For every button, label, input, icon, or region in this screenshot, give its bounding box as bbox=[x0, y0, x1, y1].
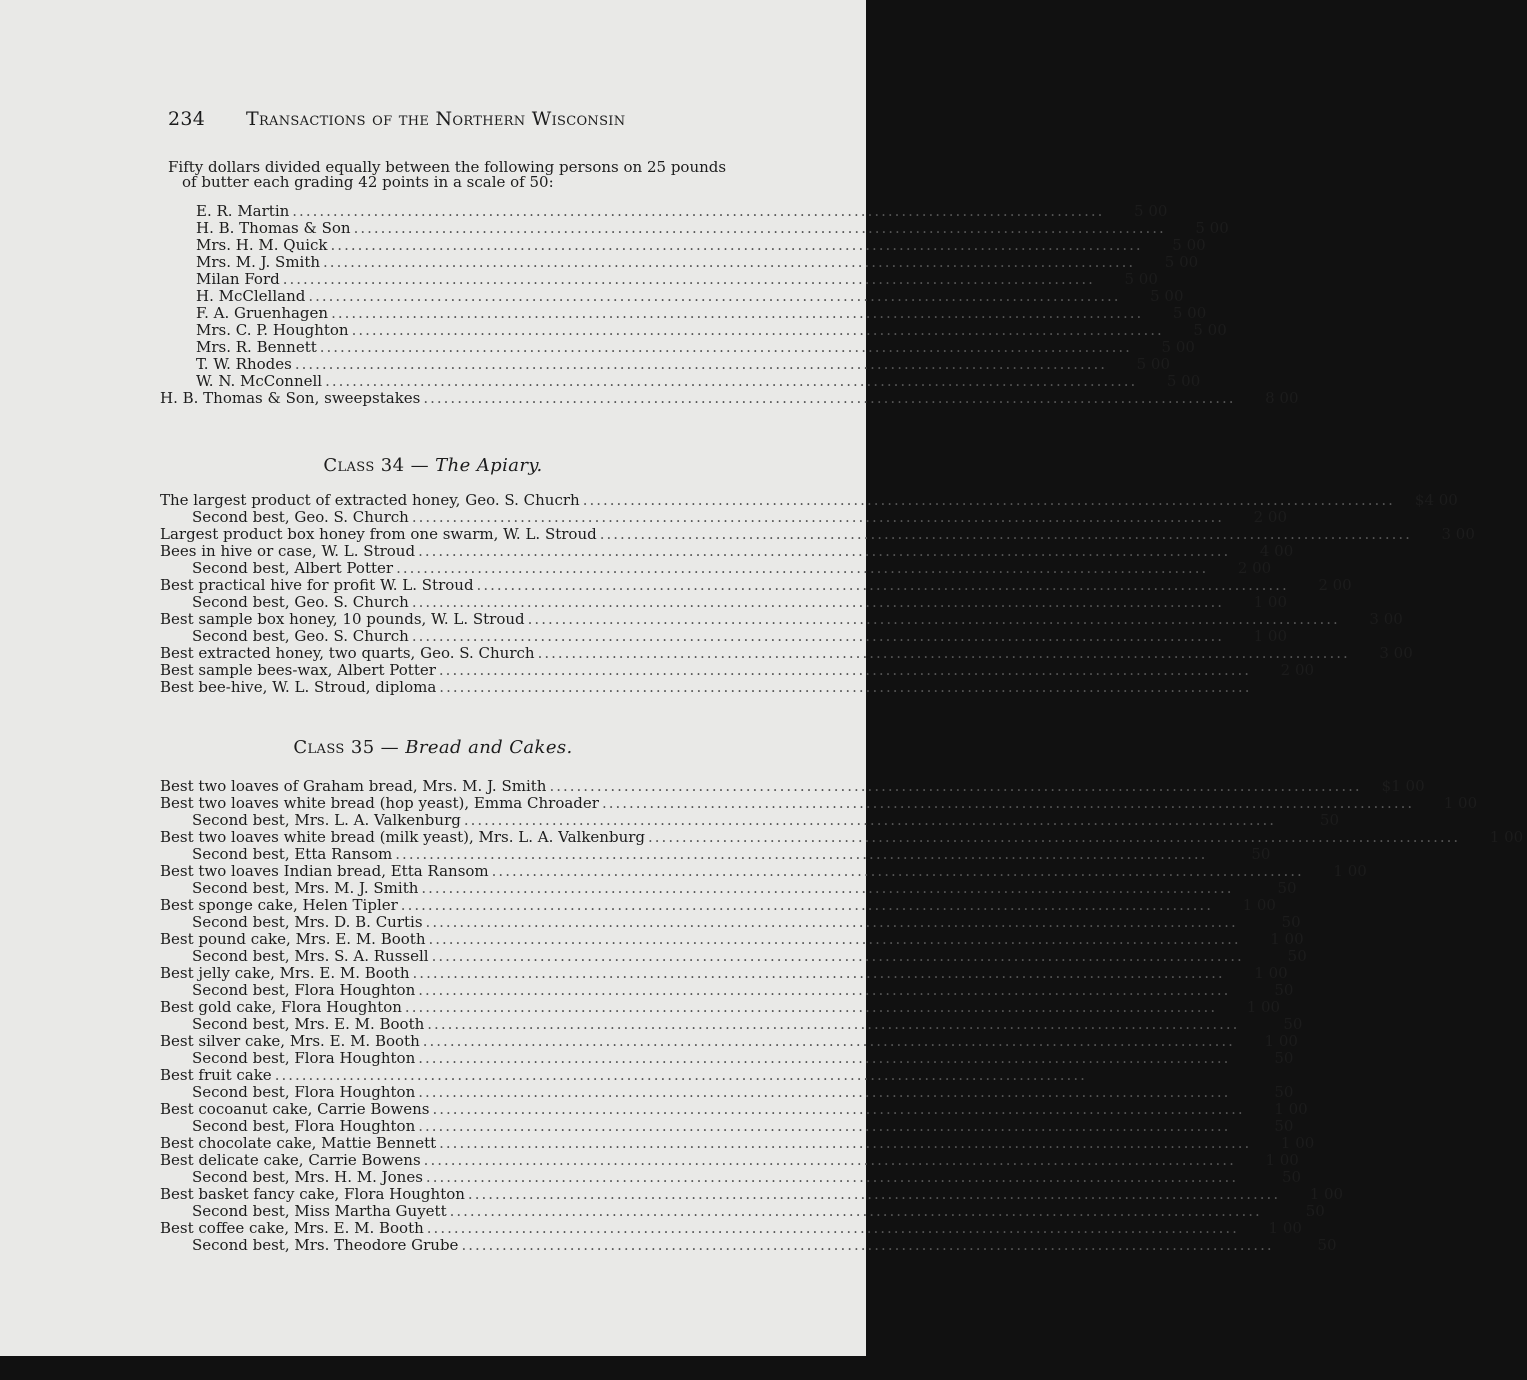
award-entry-text: Second best, Etta Ransom bbox=[192, 845, 393, 863]
award-row bbox=[160, 559, 1272, 577]
leader-dots: ........................................................................................................................ bbox=[353, 219, 1166, 237]
award-entry-text: Best basket fancy cake, Flora Houghton bbox=[160, 1185, 465, 1203]
leader-dots: ........................................................................................................................ bbox=[418, 1083, 1231, 1101]
leader-dots: ........................................................................................................................ bbox=[418, 1117, 1231, 1135]
class-35-dash: — bbox=[374, 737, 406, 758]
award-amount: $1 00 bbox=[1381, 777, 1425, 795]
award-amount: 3 00 bbox=[1369, 610, 1403, 628]
award-amount: 3 00 bbox=[1441, 525, 1475, 543]
award-amount: 50 bbox=[1281, 913, 1301, 931]
leader-dots: ........................................................................................................................ bbox=[411, 627, 1224, 645]
leader-dots: ........................................................................................................................ bbox=[411, 508, 1224, 526]
award-row bbox=[160, 287, 1184, 305]
award-row bbox=[160, 338, 1195, 356]
award-row bbox=[160, 811, 1340, 829]
award-entry-text: Second best, Mrs. L. A. Valkenburg bbox=[192, 811, 461, 829]
award-row bbox=[160, 525, 1475, 543]
award-row bbox=[160, 491, 1458, 509]
leader-dots: ........................................................................................................................ bbox=[404, 998, 1218, 1016]
award-amount: 5 00 bbox=[1193, 321, 1227, 339]
award-row bbox=[160, 1049, 1294, 1067]
intro-line-1: Fifty dollars divided equally between the following persons on 25 pounds bbox=[168, 158, 727, 176]
apiary-awards-list bbox=[160, 491, 1475, 696]
award-row bbox=[160, 576, 1352, 594]
award-entry-text: Second best, Mrs. H. M. Jones bbox=[192, 1168, 423, 1186]
award-amount: 1 00 bbox=[1280, 1134, 1315, 1152]
award-entry-text: Second best, Flora Houghton bbox=[192, 981, 416, 999]
leader-dots: ........................................................................................................................ bbox=[400, 896, 1213, 914]
award-row bbox=[160, 253, 1199, 271]
award-entry-text: H. McClelland bbox=[196, 287, 306, 305]
award-row bbox=[160, 1202, 1325, 1220]
class-34-label: Class 34 bbox=[323, 455, 405, 476]
award-amount: 5 00 bbox=[1136, 355, 1171, 373]
leader-dots: ........................................................................................................................ bbox=[648, 828, 1461, 846]
award-row bbox=[160, 1066, 1087, 1084]
leader-dots: ........................................................................................................................ bbox=[331, 304, 1144, 322]
award-entry-text: Second best, Mrs. Theodore Grube bbox=[192, 1236, 459, 1254]
leader-dots: ........................................................................................................................ bbox=[537, 644, 1350, 662]
award-row bbox=[160, 964, 1288, 982]
award-row bbox=[160, 236, 1206, 254]
award-entry-text: Best bee-hive, W. L. Stroud, diploma bbox=[160, 678, 437, 696]
leader-dots: ........................................................................................................................ bbox=[323, 253, 1136, 271]
running-title: Transactions of the Northern Wisconsin bbox=[246, 108, 626, 130]
leader-dots: ........................................................................................................................ bbox=[432, 1100, 1245, 1118]
leader-dots: ........................................................................................................................ bbox=[423, 1151, 1236, 1169]
leader-dots: ........................................................................................................................ bbox=[330, 236, 1143, 254]
award-entry-text: The largest product of extracted honey, Geo. S. Chucrh bbox=[160, 491, 580, 509]
award-amount: 50 bbox=[1319, 811, 1340, 829]
award-row bbox=[160, 678, 1252, 696]
award-entry-text: Second best, Miss Martha Guyett bbox=[192, 1202, 447, 1220]
award-row bbox=[160, 202, 1168, 220]
award-entry-text: Best gold cake, Flora Houghton bbox=[160, 998, 402, 1016]
leader-dots: ........................................................................................................................ bbox=[476, 576, 1289, 594]
award-amount: 1 00 bbox=[1309, 1185, 1344, 1203]
award-entry-text: Second best, Flora Houghton bbox=[192, 1117, 416, 1135]
award-entry-text: Second best, Flora Houghton bbox=[192, 1049, 416, 1067]
leader-dots: ........................................................................................................................ bbox=[282, 270, 1095, 288]
award-entry-text: Best practical hive for profit W. L. Stroud bbox=[160, 576, 474, 594]
award-row bbox=[160, 321, 1227, 339]
award-row bbox=[160, 1185, 1344, 1203]
award-amount: 1 00 bbox=[1489, 828, 1524, 846]
award-entry-text: Best sample bees-wax, Albert Potter bbox=[160, 661, 436, 679]
leader-dots: ........................................................................................................................ bbox=[423, 389, 1236, 407]
leader-dots: ........................................................................................................................ bbox=[426, 1219, 1239, 1237]
award-entry-text: Largest product box honey from one swarm, W. L. Stroud bbox=[160, 525, 597, 543]
award-entry-text: Best silver cake, Mrs. E. M. Booth bbox=[160, 1032, 420, 1050]
award-amount: $4 00 bbox=[1414, 491, 1458, 509]
award-entry-text: Best cocoanut cake, Carrie Bowens bbox=[160, 1100, 430, 1118]
award-amount: 50 bbox=[1274, 981, 1294, 999]
award-row bbox=[160, 1236, 1337, 1254]
award-row bbox=[160, 828, 1524, 846]
award-amount: 1 00 bbox=[1268, 1219, 1302, 1237]
award-entry-text: Best jelly cake, Mrs. E. M. Booth bbox=[160, 964, 410, 982]
leader-dots: ........................................................................................................................ bbox=[427, 1015, 1240, 1033]
leader-dots: ........................................................................................................................ bbox=[274, 1066, 1087, 1084]
leader-dots: ........................................................................................................................ bbox=[411, 593, 1224, 611]
award-row bbox=[160, 270, 1158, 288]
leader-dots: ........................................................................................................................ bbox=[308, 287, 1121, 305]
award-amount: 5 00 bbox=[1164, 253, 1199, 271]
award-amount: 1 00 bbox=[1270, 930, 1304, 948]
award-amount: 5 00 bbox=[1134, 202, 1168, 220]
award-amount: 50 bbox=[1274, 1083, 1294, 1101]
award-amount: 1 00 bbox=[1242, 896, 1276, 914]
leader-dots: ........................................................................................................................ bbox=[428, 930, 1241, 948]
award-amount: 50 bbox=[1274, 1049, 1294, 1067]
butter-awards-list bbox=[160, 202, 1299, 407]
award-entry-text: E. R. Martin bbox=[196, 202, 290, 220]
award-row bbox=[160, 219, 1229, 237]
award-entry-text: Second best, Mrs. S. A. Russell bbox=[192, 947, 429, 965]
award-row bbox=[160, 508, 1287, 526]
award-row bbox=[160, 896, 1276, 914]
leader-dots: ........................................................................................................................ bbox=[582, 491, 1395, 509]
award-amount: 5 00 bbox=[1172, 304, 1207, 322]
award-row bbox=[160, 862, 1367, 880]
leader-dots: ........................................................................................................................ bbox=[418, 1049, 1231, 1067]
award-amount: 2 00 bbox=[1280, 661, 1315, 679]
award-amount: 50 bbox=[1282, 1168, 1302, 1186]
award-amount: 50 bbox=[1317, 1236, 1337, 1254]
award-amount: 5 00 bbox=[1172, 236, 1206, 254]
award-row bbox=[160, 644, 1413, 662]
award-amount: 1 00 bbox=[1254, 964, 1288, 982]
award-amount: 50 bbox=[1305, 1202, 1325, 1220]
award-amount: 1 00 bbox=[1333, 862, 1367, 880]
award-amount: 5 00 bbox=[1150, 287, 1184, 305]
award-amount: 1 00 bbox=[1253, 627, 1287, 645]
award-entry-text: Mrs. C. P. Houghton bbox=[196, 321, 349, 339]
award-entry-text: Best sponge cake, Helen Tipler bbox=[160, 896, 398, 914]
award-amount: 8 00 bbox=[1265, 389, 1299, 407]
award-amount: 4 00 bbox=[1259, 542, 1294, 560]
award-entry-text: Best two loaves of Graham bread, Mrs. M. J. Smith bbox=[160, 777, 547, 795]
award-entry-text: Best sample box honey, 10 pounds, W. L. Stroud bbox=[160, 610, 525, 628]
award-entry-text: Milan Ford bbox=[196, 270, 280, 288]
award-row bbox=[160, 1032, 1298, 1050]
award-row bbox=[160, 355, 1171, 373]
award-entry-text: Second best, Geo. S. Church bbox=[192, 508, 409, 526]
award-entry-text: Bees in hive or case, W. L. Stroud bbox=[160, 542, 416, 560]
award-entry-text: Second best, Mrs. D. B. Curtis bbox=[192, 913, 423, 931]
class-34-heading bbox=[0, 455, 866, 476]
award-amount: 1 00 bbox=[1264, 1032, 1298, 1050]
award-row bbox=[160, 610, 1403, 628]
leader-dots: ........................................................................................................................ bbox=[418, 981, 1231, 999]
award-amount: 2 00 bbox=[1318, 576, 1352, 594]
award-amount: 2 00 bbox=[1253, 508, 1287, 526]
class-34-dash: — bbox=[404, 455, 436, 476]
award-row bbox=[160, 1015, 1303, 1033]
leader-dots: ........................................................................................................................ bbox=[292, 202, 1105, 220]
award-row bbox=[160, 542, 1294, 560]
award-row bbox=[160, 981, 1294, 999]
leader-dots: ........................................................................................................................ bbox=[422, 1032, 1235, 1050]
award-amount: 1 00 bbox=[1274, 1100, 1308, 1118]
award-entry-text: F. A. Gruenhagen bbox=[196, 304, 329, 322]
award-amount: 5 00 bbox=[1124, 270, 1158, 288]
award-entry-text: H. B. Thomas & Son, sweepstakes bbox=[160, 389, 421, 407]
award-amount: 5 00 bbox=[1195, 219, 1229, 237]
award-row bbox=[160, 998, 1281, 1016]
leader-dots: ........................................................................................................................ bbox=[294, 355, 1108, 373]
award-amount: 5 00 bbox=[1166, 372, 1201, 390]
leader-dots: ........................................................................................................................ bbox=[421, 879, 1234, 897]
class-35-heading bbox=[0, 737, 866, 758]
leader-dots: ........................................................................................................................ bbox=[439, 678, 1252, 696]
award-amount: 5 00 bbox=[1161, 338, 1195, 356]
award-entry-text: Best extracted honey, two quarts, Geo. S. Church bbox=[160, 644, 535, 662]
award-row bbox=[160, 1134, 1315, 1152]
award-entry-text: Best two loaves Indian bread, Etta Ransom bbox=[160, 862, 489, 880]
award-row bbox=[160, 879, 1297, 897]
leader-dots: ........................................................................................................................ bbox=[549, 777, 1362, 795]
leader-dots: ........................................................................................................................ bbox=[325, 372, 1138, 390]
award-entry-text: Mrs. H. M. Quick bbox=[196, 236, 328, 254]
class-35-subtitle: Bread and Cakes. bbox=[405, 737, 573, 758]
leader-dots: ........................................................................................................................ bbox=[425, 913, 1238, 931]
award-amount: 1 00 bbox=[1265, 1151, 1299, 1169]
page-number: 234 bbox=[168, 108, 206, 130]
leader-dots: ........................................................................................................................ bbox=[395, 845, 1208, 863]
award-entry-text: Best two loaves white bread (milk yeast), Mrs. L. A. Valkenburg bbox=[160, 828, 646, 846]
award-row bbox=[160, 845, 1271, 863]
leader-dots: ........................................................................................................................ bbox=[431, 947, 1244, 965]
award-row bbox=[160, 1168, 1302, 1186]
leader-dots: ........................................................................................................................ bbox=[425, 1168, 1239, 1186]
award-amount: 50 bbox=[1274, 1117, 1294, 1135]
butter-intro-paragraph bbox=[168, 160, 783, 190]
leader-dots: ........................................................................................................................ bbox=[527, 610, 1340, 628]
leader-dots: ........................................................................................................................ bbox=[599, 525, 1412, 543]
bread-cakes-awards-list bbox=[160, 777, 1524, 1254]
leader-dots: ........................................................................................................................ bbox=[319, 338, 1132, 356]
award-row bbox=[160, 930, 1304, 948]
award-entry-text: Best chocolate cake, Mattie Bennett bbox=[160, 1134, 437, 1152]
leader-dots: ........................................................................................................................ bbox=[438, 661, 1252, 679]
award-row bbox=[160, 1117, 1294, 1135]
award-entry-text: Second best, Geo. S. Church bbox=[192, 593, 409, 611]
leader-dots: ........................................................................................................................ bbox=[601, 794, 1415, 812]
award-row bbox=[160, 304, 1207, 322]
award-row bbox=[160, 389, 1299, 407]
award-row bbox=[160, 794, 1478, 812]
award-entry-text: Mrs. M. J. Smith bbox=[196, 253, 321, 271]
leader-dots: ........................................................................................................................ bbox=[467, 1185, 1281, 1203]
award-entry-text: Best coffee cake, Mrs. E. M. Booth bbox=[160, 1219, 424, 1237]
award-row bbox=[160, 627, 1287, 645]
award-entry-text: Mrs. R. Bennett bbox=[196, 338, 317, 356]
leader-dots: ........................................................................................................................ bbox=[396, 559, 1209, 577]
leader-dots: ........................................................................................................................ bbox=[463, 811, 1277, 829]
award-amount: 50 bbox=[1287, 947, 1307, 965]
award-row bbox=[160, 1100, 1308, 1118]
award-amount: 1 00 bbox=[1443, 794, 1478, 812]
award-amount: 1 00 bbox=[1246, 998, 1281, 1016]
leader-dots: ........................................................................................................................ bbox=[439, 1134, 1252, 1152]
award-row bbox=[160, 1083, 1294, 1101]
award-entry-text: Best fruit cake bbox=[160, 1066, 272, 1084]
award-row bbox=[160, 913, 1301, 931]
award-row bbox=[160, 661, 1315, 679]
award-entry-text: Second best, Flora Houghton bbox=[192, 1083, 416, 1101]
class-35-label: Class 35 bbox=[293, 737, 375, 758]
page-header bbox=[168, 108, 713, 130]
award-row bbox=[160, 1219, 1302, 1237]
award-entry-text: Second best, Albert Potter bbox=[192, 559, 394, 577]
award-amount: 3 00 bbox=[1379, 644, 1413, 662]
award-amount: 2 00 bbox=[1237, 559, 1272, 577]
award-entry-text: W. N. McConnell bbox=[196, 372, 323, 390]
leader-dots: ........................................................................................................................ bbox=[449, 1202, 1262, 1220]
award-row bbox=[160, 593, 1287, 611]
award-entry-text: H. B. Thomas & Son bbox=[196, 219, 351, 237]
award-row bbox=[160, 777, 1425, 795]
leader-dots: ........................................................................................................................ bbox=[461, 1236, 1274, 1254]
leader-dots: ........................................................................................................................ bbox=[491, 862, 1304, 880]
award-entry-text: Second best, Mrs. E. M. Booth bbox=[192, 1015, 425, 1033]
award-entry-text: Best pound cake, Mrs. E. M. Booth bbox=[160, 930, 426, 948]
award-entry-text: Best two loaves white bread (hop yeast), Emma Chroader bbox=[160, 794, 599, 812]
award-entry-text: Second best, Mrs. M. J. Smith bbox=[192, 879, 419, 897]
leader-dots: ........................................................................................................................ bbox=[351, 321, 1164, 339]
intro-line-2: of butter each grading 42 points in a scale of 50: bbox=[182, 173, 554, 191]
award-entry-text: T. W. Rhodes bbox=[196, 355, 292, 373]
award-entry-text: Second best, Geo. S. Church bbox=[192, 627, 409, 645]
award-row bbox=[160, 372, 1201, 390]
award-amount: 50 bbox=[1283, 1015, 1303, 1033]
award-row bbox=[160, 947, 1307, 965]
award-amount: 50 bbox=[1277, 879, 1297, 897]
leader-dots: ........................................................................................................................ bbox=[412, 964, 1225, 982]
award-row bbox=[160, 1151, 1299, 1169]
leader-dots: ........................................................................................................................ bbox=[418, 542, 1231, 560]
class-34-subtitle: The Apiary. bbox=[435, 455, 543, 476]
award-amount: 50 bbox=[1251, 845, 1271, 863]
award-entry-text: Best delicate cake, Carrie Bowens bbox=[160, 1151, 421, 1169]
award-amount: 1 00 bbox=[1253, 593, 1287, 611]
